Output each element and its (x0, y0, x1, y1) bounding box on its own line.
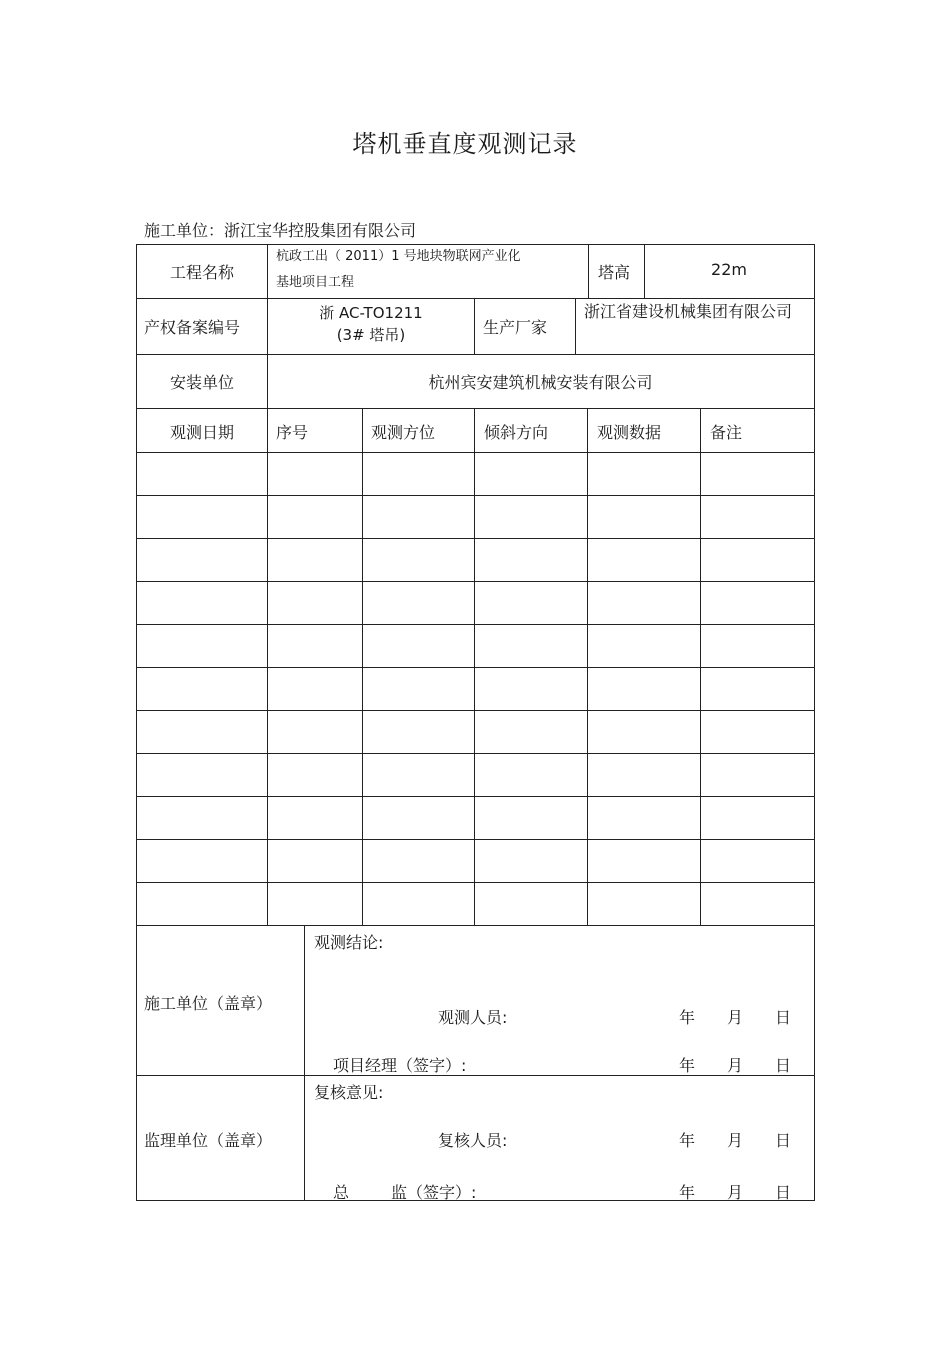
day-label: 日 (775, 1056, 792, 1075)
header-direction: 观测方位 (371, 423, 436, 442)
col-divider (474, 409, 475, 926)
registration-value-line1: 浙 AC-TO1211 (319, 304, 423, 322)
row-divider (137, 624, 814, 625)
construction-seal-label: 施工单位（盖章） (144, 994, 273, 1013)
chief-supervisor-label-a: 总 (333, 1183, 350, 1202)
header-tilt: 倾斜方向 (484, 423, 549, 442)
install-unit-label: 安装单位 (169, 373, 234, 392)
month-label: 月 (727, 1056, 744, 1075)
col-divider (267, 245, 268, 926)
col-divider (588, 245, 589, 299)
row-divider (137, 925, 814, 926)
install-unit-value: 杭州宾安建筑机械安装有限公司 (428, 373, 653, 392)
registration-value-line2: (3# 塔吊) (336, 326, 406, 344)
conclusion-label: 观测结论: (314, 933, 384, 952)
day-label: 日 (775, 1183, 792, 1202)
row-divider (137, 452, 814, 453)
row-divider (137, 839, 814, 840)
observer-label: 观测人员: (438, 1008, 508, 1027)
col-divider (575, 299, 576, 355)
row-divider (137, 538, 814, 539)
tower-height-label: 塔高 (598, 263, 631, 282)
registration-label: 产权备案编号 (144, 318, 241, 337)
day-label: 日 (775, 1131, 792, 1150)
project-name-label: 工程名称 (169, 263, 234, 282)
review-label: 复核意见: (314, 1083, 384, 1102)
tower-height-value: 22m (711, 260, 747, 279)
year-label: 年 (679, 1131, 696, 1150)
row-divider (137, 882, 814, 883)
year-label: 年 (679, 1183, 696, 1202)
row-divider (137, 710, 814, 711)
chief-supervisor-label-b: 监（签字）: (391, 1183, 477, 1202)
project-name-line2: 基地项目工程 (276, 275, 355, 290)
manufacturer-value: 浙江省建设机械集团有限公司 (584, 302, 793, 321)
row-divider (137, 581, 814, 582)
project-name-value (276, 244, 588, 296)
row-divider (137, 354, 814, 355)
row-divider (137, 298, 814, 299)
col-divider (362, 409, 363, 926)
month-label: 月 (727, 1131, 744, 1150)
header-remarks: 备注 (710, 423, 743, 442)
construction-unit-line: 施工单位：浙江宝华控股集团有限公司 (144, 221, 417, 240)
reviewer-label: 复核人员: (438, 1131, 508, 1150)
col-divider (304, 926, 305, 1200)
month-label: 月 (727, 1008, 744, 1027)
row-divider (137, 796, 814, 797)
supervision-seal-label: 监理单位（盖章） (144, 1131, 273, 1150)
col-divider (587, 409, 588, 926)
year-label: 年 (679, 1056, 696, 1075)
header-data: 观测数据 (597, 423, 662, 442)
row-divider (137, 408, 814, 409)
row-divider (137, 495, 814, 496)
registration-value (269, 302, 473, 346)
col-divider (700, 409, 701, 926)
row-divider (137, 753, 814, 754)
project-name-line1: 杭政工出（ 2011）1 号地块物联网产业化 (276, 249, 521, 264)
project-manager-label: 项目经理（签字）: (333, 1056, 467, 1075)
manufacturer-label: 生产厂家 (483, 318, 548, 337)
year-label: 年 (679, 1008, 696, 1027)
row-divider (137, 1075, 814, 1076)
row-divider (137, 667, 814, 668)
page-title: 塔机垂直度观测记录 (352, 130, 578, 158)
day-label: 日 (775, 1008, 792, 1027)
header-date: 观测日期 (169, 423, 234, 442)
col-divider (474, 299, 475, 355)
header-seq: 序号 (276, 423, 309, 442)
month-label: 月 (727, 1183, 744, 1202)
